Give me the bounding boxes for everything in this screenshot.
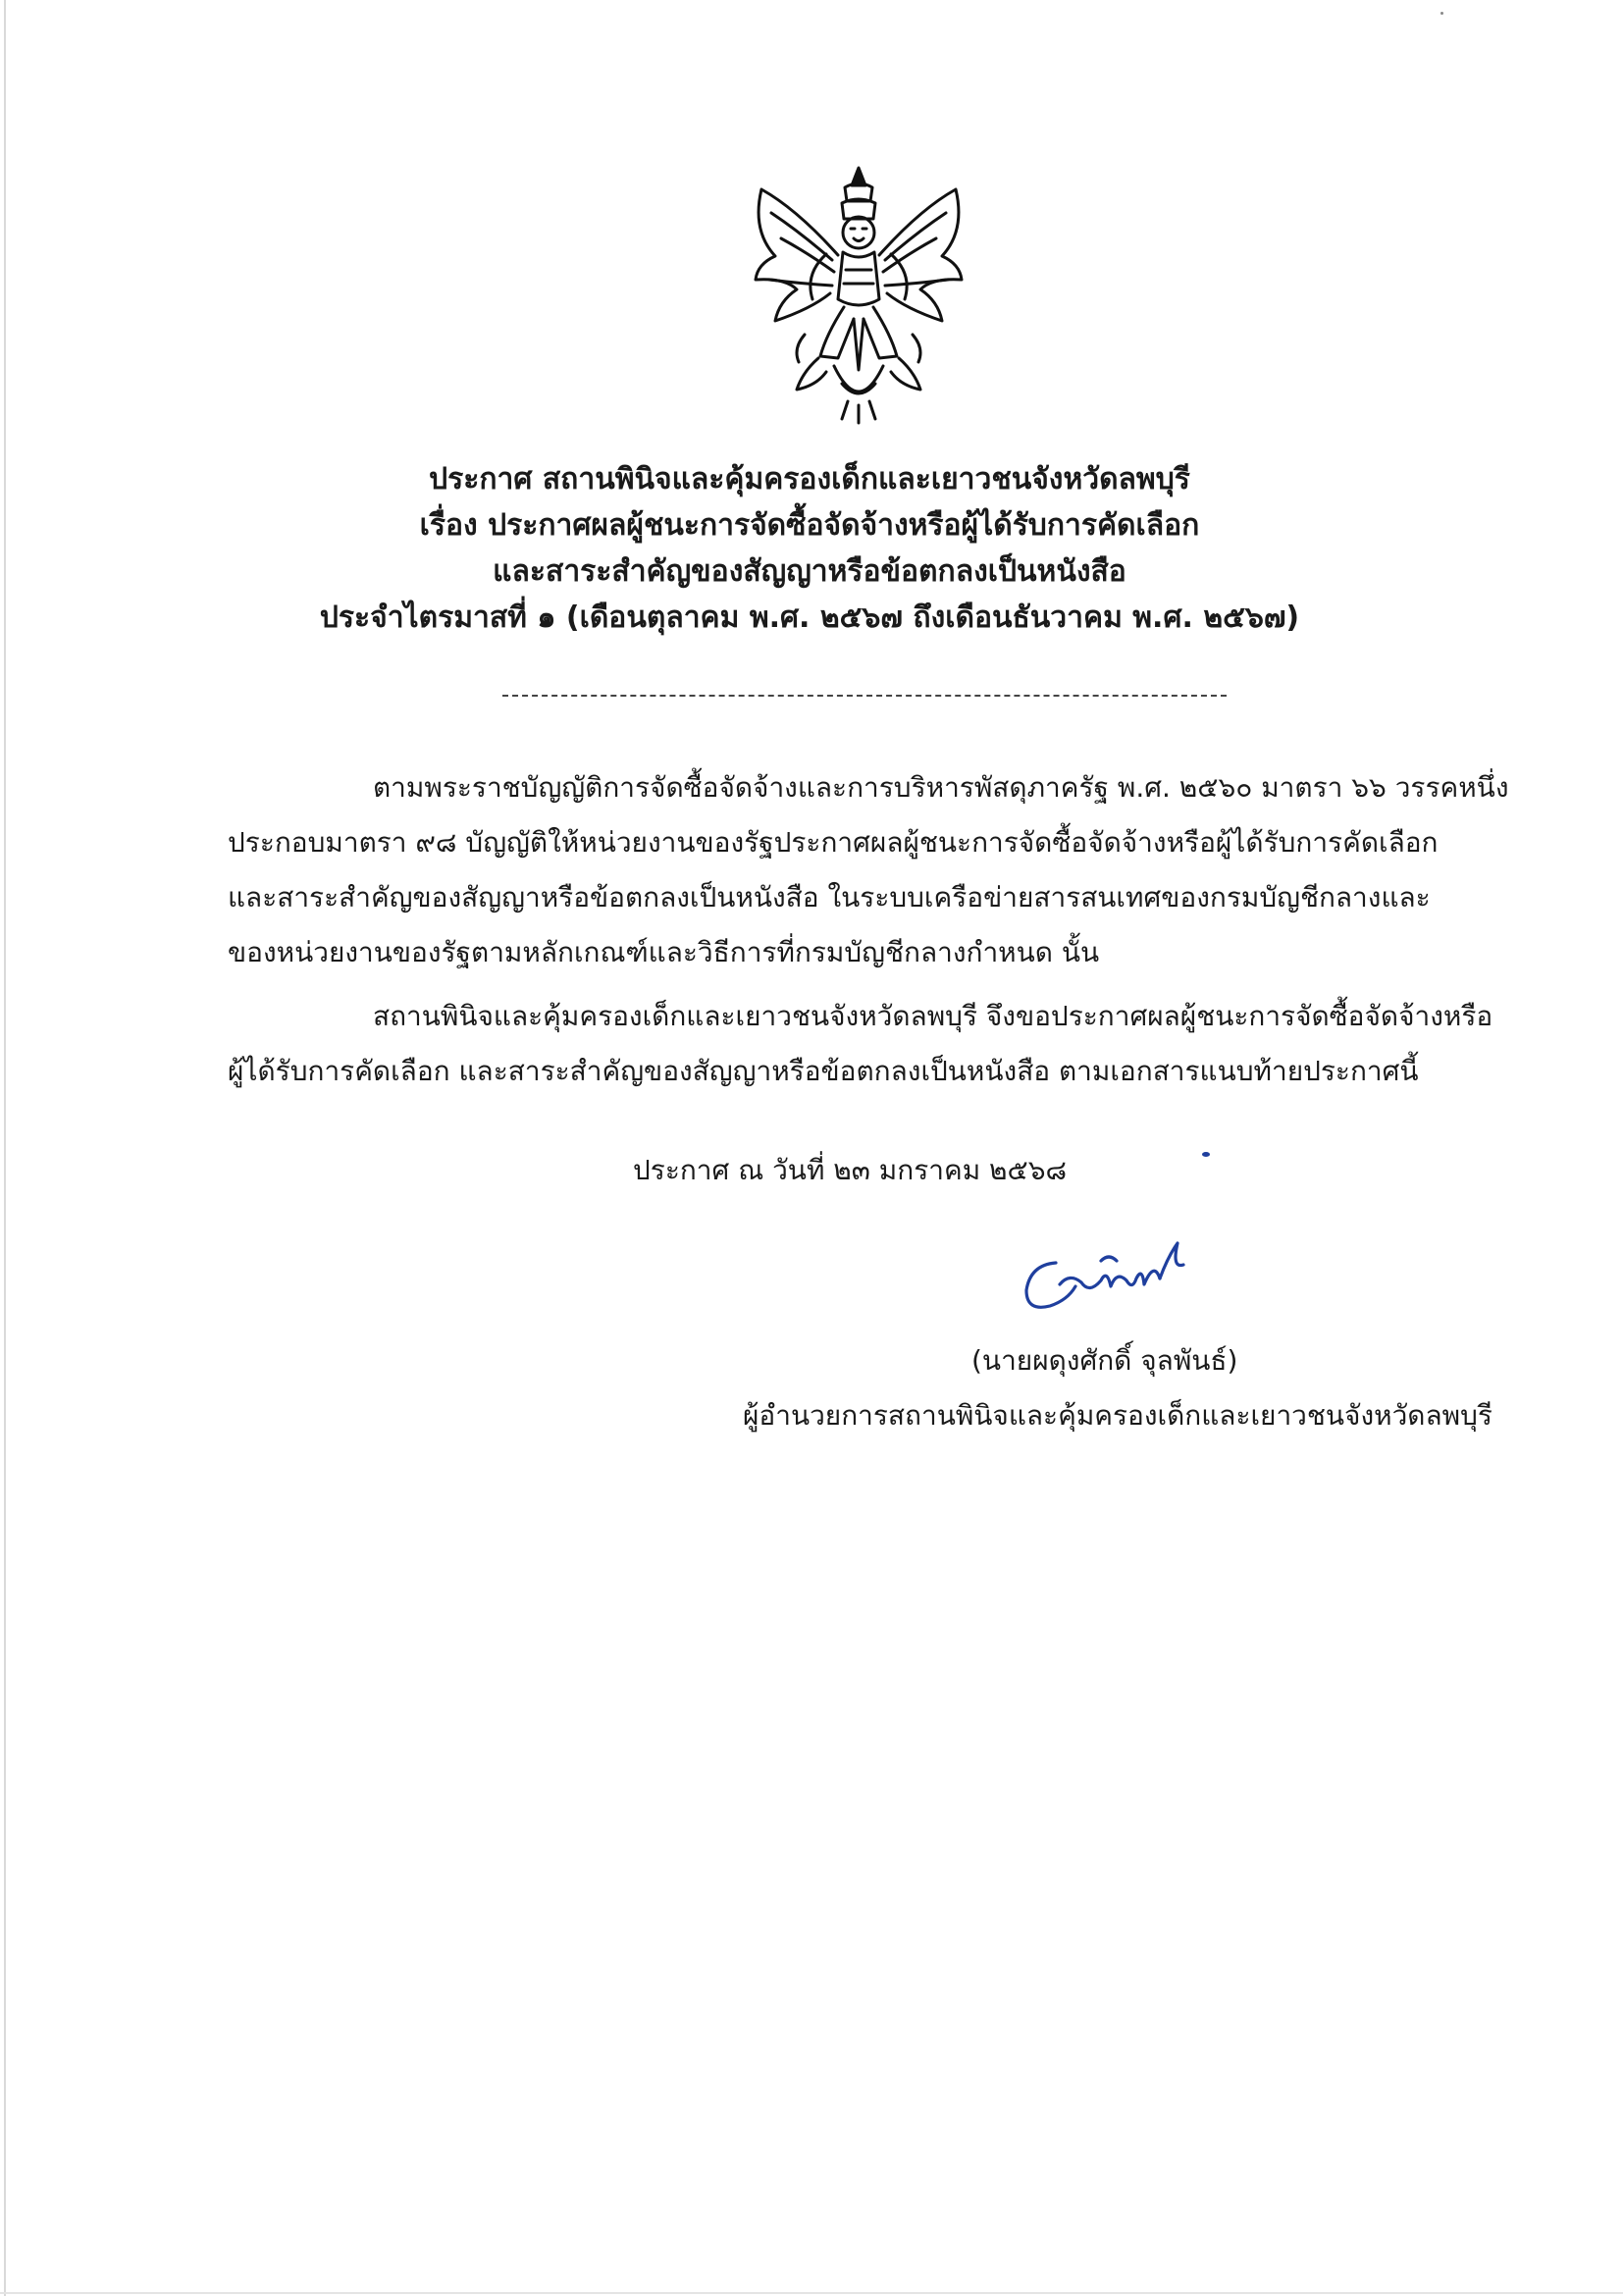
handwritten-signature — [1011, 1222, 1207, 1330]
ink-mark — [1202, 1152, 1210, 1157]
paragraph-line: ของหน่วยงานของรัฐตามหลักเกณฑ์และวิธีการที่กรมบัญชีกลางกำหนด นั้น — [228, 936, 1100, 968]
subject-line-continued: และสาระสำคัญของสัญญาหรือข้อตกลงเป็นหนังสือ — [493, 554, 1126, 589]
scan-edge-bottom — [0, 2292, 1623, 2294]
dashed-divider — [502, 695, 1227, 697]
announcement-title — [196, 456, 1423, 641]
announcement-date: ประกาศ ณ วันที่ ๒๓ มกราคม ๒๕๖๘ — [633, 1154, 1068, 1186]
signer-name: (นายผดุงศักดิ์ จุลพันธ์) — [971, 1344, 1238, 1377]
paragraph-line: ตามพระราชบัญญัติการจัดซื้อจัดจ้างและการบริหารพัสดุภาครัฐ พ.ศ. ๒๕๖๐ มาตรา ๖๖ วรรคหนึ่ง — [373, 771, 1509, 804]
body-paragraph-2 — [228, 989, 1508, 1099]
garuda-emblem-icon — [736, 162, 981, 427]
paragraph-line: ประกอบมาตรา ๙๘ บัญญัติให้หน่วยงานของรัฐประกาศผลผู้ชนะการจัดซื้อจัดจ้างหรือผู้ได้รับการคัดเลือก — [228, 826, 1439, 859]
signer-position: ผู้อำนวยการสถานพินิจและคุ้มครองเด็กและเยาวชนจังหวัดลพบุรี — [743, 1399, 1492, 1432]
quarter-line: ประจำไตรมาสที่ ๑ (เดือนตุลาคม พ.ศ. ๒๕๖๗ ถึงเดือนธันวาคม พ.ศ. ๒๕๖๗) — [319, 600, 1300, 635]
paragraph-line: และสาระสำคัญของสัญญาหรือข้อตกลงเป็นหนังสือ ในระบบเครือข่ายสารสนเทศของกรมบัญชีกลางและ — [228, 881, 1431, 913]
body-paragraph-1 — [228, 760, 1508, 980]
scan-edge-left — [4, 0, 6, 2296]
subject-line: เรื่อง ประกาศผลผู้ชนะการจัดซื้อจัดจ้างหรือผู้ได้รับการคัดเลือก — [419, 508, 1200, 543]
title-line: ประกาศ สถานพินิจและคุ้มครองเด็กและเยาวชนจังหวัดลพบุรี — [429, 462, 1190, 496]
paragraph-line: สถานพินิจและคุ้มครองเด็กและเยาวชนจังหวัดลพบุรี จึงขอประกาศผลผู้ชนะการจัดซื้อจัดจ้างหรือ — [373, 1000, 1493, 1032]
scan-speck — [1440, 12, 1443, 15]
paragraph-line: ผู้ได้รับการคัดเลือก และสาระสำคัญของสัญญาหรือข้อตกลงเป็นหนังสือ ตามเอกสารแนบท้ายประกาศนี้ — [228, 1055, 1419, 1087]
